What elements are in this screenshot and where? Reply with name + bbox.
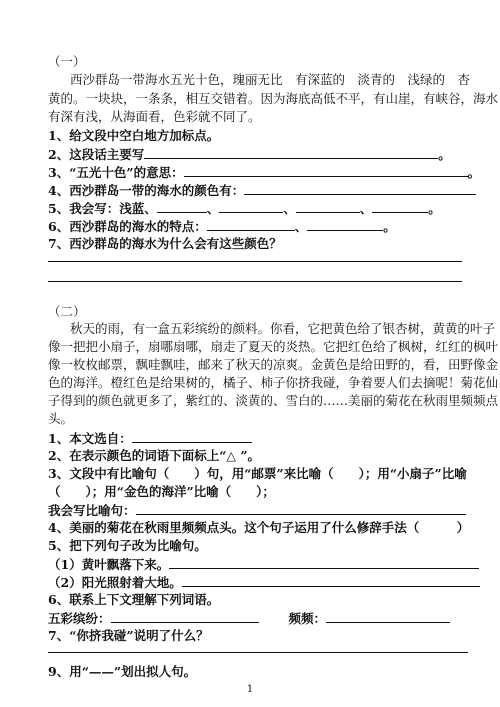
- s1-q5-sep2: 、: [283, 201, 296, 216]
- s1-q5-blank1[interactable]: [157, 200, 207, 213]
- s2-question5: 5、把下列句子改为比喻句。: [48, 538, 207, 553]
- s2-q5a-text: （1）黄叶飘落下来。: [48, 557, 170, 572]
- s2-question6: 6、联系上下文理解下列词语。: [48, 592, 220, 607]
- s2-q1-answer-blank[interactable]: [132, 430, 252, 443]
- s2-question5a: [48, 556, 479, 573]
- s1-q5-end: 。: [428, 201, 441, 216]
- s1-question1: 1、给文段中空白地方加标点。: [48, 128, 220, 143]
- s1-q4-text: 4、西沙群岛一带的海水的颜色有：: [48, 183, 245, 198]
- s1-q3-answer-blank[interactable]: [184, 164, 468, 177]
- s1-q5-blank2[interactable]: [219, 200, 283, 213]
- section1-para-line1: 西沙群岛一带海水五光十色，瑰丽无比 有深蓝的 淡青的 浅绿的 杏: [70, 72, 471, 87]
- section2-para-line5: 子得到的颜色就更多了，紫红的、淡黄的、雪白的……美丽的菊花在秋雨里频频点: [48, 393, 499, 408]
- s2-question3a: 3、文段中有比喻句（ ）句，用“邮票”来比喻（ ）；用“小扇子”比喻: [48, 466, 467, 481]
- s1-q3-end: 。: [467, 165, 481, 180]
- s1-question6: [48, 218, 396, 235]
- s1-q7-answer-line1[interactable]: [48, 261, 462, 262]
- section2-para-line2: 像一把把小扇子，扇哪扇哪，扇走了夏天的炎热。它把红色给了枫树，红红的枫叶: [48, 339, 499, 354]
- s1-question4: [48, 182, 476, 199]
- s1-q5-sep1: 、: [206, 201, 220, 216]
- s1-question3: [48, 164, 480, 181]
- s1-q5-blank4[interactable]: [372, 200, 428, 213]
- s1-q3-text: 3、“五光十色”的意思：: [48, 165, 184, 180]
- s1-question2: [48, 146, 451, 163]
- s2-question2: 2、在表示颜色的词语下面标上“△ ”。: [48, 448, 261, 463]
- s2-q6b-text: 频频：: [288, 611, 327, 626]
- s2-q7-answer-line[interactable]: [48, 652, 468, 653]
- s1-q6-blank2[interactable]: [307, 218, 383, 231]
- section1-heading: （一）: [48, 54, 86, 69]
- s1-q6-sep: 、: [294, 219, 308, 234]
- s1-q5-blank3[interactable]: [296, 200, 360, 213]
- s2-question1: [48, 430, 252, 447]
- s1-q5-text: 5、我会写：浅蓝、: [48, 201, 157, 216]
- s2-question3c: [48, 502, 466, 519]
- s1-q6-text: 6、西沙群岛的海水的特点：: [48, 219, 207, 234]
- s2-question3b: （ ）；用“金色的海洋”比喻（ ）；: [48, 484, 275, 499]
- s2-question5b: [48, 574, 480, 591]
- section2-para-line4: 色的海洋。橙红色是给果树的，橘子、柿子你挤我碰，争着要人们去摘呢！菊花仙: [48, 375, 499, 390]
- section2-para-line6: 头。: [48, 411, 74, 426]
- s2-question9: 9、用“——”划出拟人句。: [48, 664, 197, 679]
- s1-q2-end: 。: [438, 147, 451, 162]
- s2-question4: 4、美丽的菊花在秋雨里频频点头。这个句子运用了什么修辞手法（ ）: [48, 520, 470, 535]
- s1-q5-sep3: 、: [359, 201, 373, 216]
- page-number: 1: [246, 684, 254, 695]
- s1-q7-answer-line2[interactable]: [48, 281, 462, 282]
- s2-q3c-answer-blank[interactable]: [136, 502, 466, 515]
- s1-question5: [48, 200, 441, 217]
- section2-heading: （二）: [48, 304, 86, 319]
- s2-q6b-answer-blank[interactable]: [326, 610, 450, 623]
- s2-question7: 7、“你挤我碰”说明了什么？: [48, 628, 209, 643]
- s2-question6-terms: [48, 610, 450, 627]
- s2-q3c-text: 我会写比喻句：: [48, 503, 136, 518]
- section2-para-line3: 像一枚枚邮票，飘哇飘哇，邮来了秋天的凉爽。金黄色是给田野的，看，田野像金: [48, 357, 499, 372]
- s1-q2-answer-blank[interactable]: [144, 146, 438, 159]
- s1-question7: 7、西沙群岛的海水为什么会有这些颜色？: [48, 236, 282, 251]
- s2-q5a-answer-blank[interactable]: [169, 556, 479, 569]
- s2-q1-text: 1、本文选自：: [48, 431, 132, 446]
- section1-para-line2: 黄的。一块块，一条条，相互交错着。因为海底高低不平，有山崖，有峡谷，海水: [48, 91, 499, 106]
- s2-q6a-answer-blank[interactable]: [111, 610, 259, 623]
- s2-q6a-text: 五彩缤纷：: [48, 611, 111, 626]
- section2-para-line1: 秋天的雨，有一盒五彩缤纷的颜料。你看，它把黄色给了银杏树，黄黄的叶子: [70, 321, 496, 336]
- s2-q5b-text: （2）阳光照射着大地。: [48, 575, 182, 590]
- s1-q4-answer-blank[interactable]: [244, 182, 476, 195]
- section1-para-line3: 有深有浅，从海面看，色彩就不同了。: [48, 109, 261, 124]
- s1-q6-blank1[interactable]: [207, 218, 295, 231]
- s1-q6-end: 。: [383, 219, 396, 234]
- s1-q2-text: 2、这段话主要写: [48, 147, 145, 162]
- s2-q5b-answer-blank[interactable]: [182, 574, 480, 587]
